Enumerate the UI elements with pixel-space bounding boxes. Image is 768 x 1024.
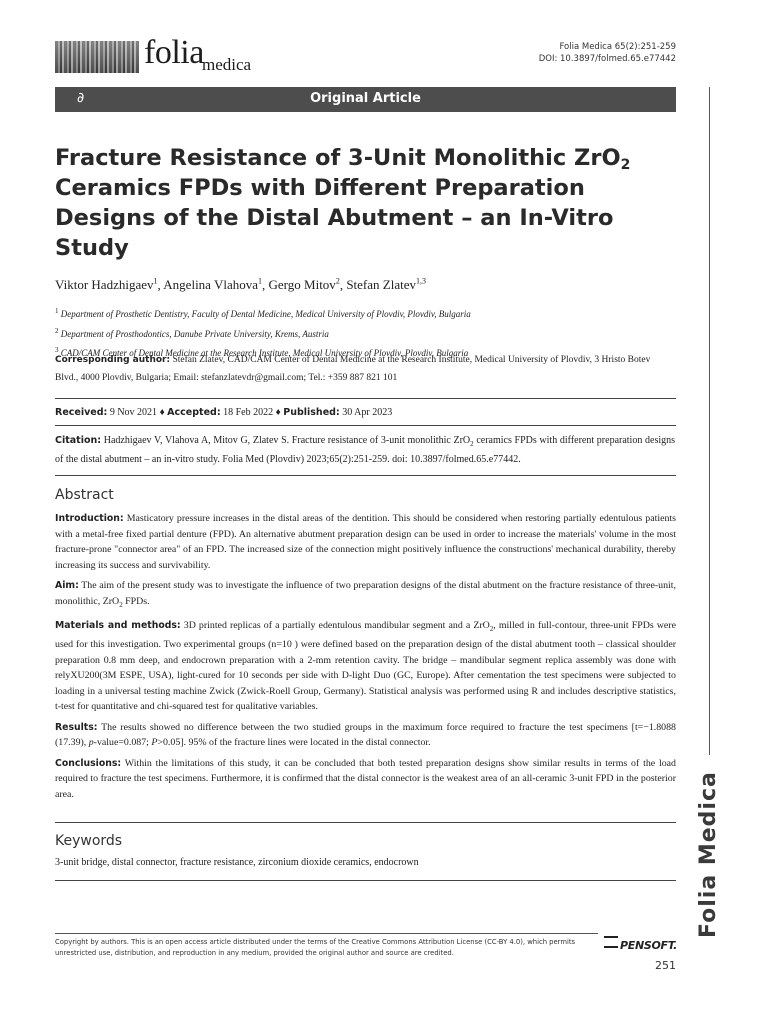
affiliation: $^3$ CAD/CAM Center of Dental Medicine at the Research Institute, Medical University of Plovdiv, Plovdiv, Bulgaria (55, 346, 469, 358)
abstract-methods: Materials and methods: 3D printed replicas of a partially edentulous mandibular segment and a ZrO$_2$, milled in full-contour, three-unit FPDs were used for this investigation. Two experimental groups (n=10 ) were defined based on the preparation design of the distal abutment tooth – classical shoulder preparation 0.8 mm deep, and endocrown preparation with a 2-mm retention cavity. The bridge – mandibular segment replica assembly was done with relyXU200(3M ESPE, USA), light-cured for 10 seconds per side with D-light Duo (GC, Europe). After cementation the test specimens were subjected to loading in a universal testing machine Zwick (Zwick-Roell Group, Germany). Statistical analysis was performed using R and includes descriptive statistics, t-test for quantitative and chi-squared test for qualitative variables. (55, 619, 676, 713)
abstract-aim: Aim: The aim of the present study was to investigate the influence of two preparation designs of the distal abutment on the fracture resistance of three-unit, monolithic, ZrO$_2$ FPDs. (55, 580, 676, 609)
affiliation: $^1$ Department of Prosthetic Dentistry, Faculty of Dental Medicine, Medical University of Plovdiv, Plovdiv, Bulgaria (55, 307, 471, 319)
divider (55, 822, 676, 823)
affiliation: $^2$ Department of Prosthodontics, Danube Private University, Krems, Austria (55, 326, 329, 339)
author[interactable]: Viktor Hadzhigaev$^1$ (55, 277, 158, 293)
publisher-logo-icon (604, 936, 618, 948)
divider (55, 475, 676, 476)
abstract-results: Results: The results showed no difference between the two studied groups in the maximum force required to fracture the test specimens [t=−1.8088 (17.39), p-value=0.087; P>0.05]. 95% of the fracture lines were located in the distal connector. (55, 721, 676, 749)
journal-logo-medica: medica (202, 55, 252, 74)
article-type-banner (55, 87, 676, 112)
corresponding-author: Corresponding author: Stefan Zlatev, CAD/CAM Center of Dental Medicine at the Research Institute, Medical University of Plovdiv, 3 Hristo Botev Blvd., 4000 Plovdiv, Bulgaria; Email: stefanzlatevdr@gmail.com; Tel.: +359 887 821 101 (55, 355, 651, 383)
author[interactable]: Angelina Vlahova$^1$ (163, 277, 263, 293)
side-divider (709, 87, 710, 755)
side-journal-name: Folia Medica (696, 771, 721, 938)
author[interactable]: Stefan Zlatev$^{1,3}$ (346, 277, 426, 293)
journal-logo-folia: folia (144, 34, 204, 71)
divider (55, 398, 676, 399)
divider (55, 880, 676, 881)
author-list: Viktor Hadzhigaev$^1$, Angelina Vlahova$^1$, Gergo Mitov$^2$, Stefan Zlatev$^{1,3}$ (55, 277, 426, 293)
journal-reference: Folia Medica 65(2):251-259 (559, 42, 676, 52)
article-type-label: Original Article (310, 91, 421, 106)
journal-meta (539, 41, 676, 65)
article-dates: Received: 9 Nov 2021 ♦ Accepted: 18 Feb 2022 ♦ Published: 30 Apr 2023 (55, 407, 393, 418)
page-number: 251 (655, 959, 676, 972)
license-text: Copyright by authors. This is an open access article distributed under the terms of the Creative Commons Attribution License (CC-BY 4.0), which permits unrestricted use, distribution, and reproduction in any medium, provided the original author and source are credited. (55, 938, 576, 957)
article-title: Fracture Resistance of 3-Unit Monolithic ZrO$_2$ Ceramics FPDs with Different Preparation Designs of the Distal Abutment – an In-Vitro Study (55, 145, 631, 261)
abstract-body (55, 511, 676, 807)
abstract-conclusions: Conclusions: Within the limitations of this study, it can be concluded that both tested preparation designs show similar results in terms of the load required to fracture the test specimens. Furthermore, it is confirmed that the distal connector is the weakest area of an all-ceramic 3-unit FPD in the posterior area. (55, 757, 676, 800)
open-access-icon: ∂ (77, 90, 85, 106)
divider (55, 425, 676, 426)
keywords-heading: Keywords (55, 833, 123, 849)
keywords-list: 3-unit bridge, distal connector, fracture resistance, zirconium dioxide ceramics, endocrown (55, 857, 419, 868)
journal-logo-image (55, 41, 139, 73)
publisher-logo[interactable]: PENSOFT. (604, 936, 677, 952)
author[interactable]: Gergo Mitov$^2$ (268, 277, 340, 293)
footer-divider (55, 933, 598, 934)
citation: Citation: Hadzhigaev V, Vlahova A, Mitov G, Zlatev S. Fracture resistance of 3-unit monolithic ZrO$_2$ ceramics FPDs with different preparation designs of the distal abutment – an in-vitro study. Folia Med (Plovdiv) 2023;65(2):251-259. doi: 10.3897/folmed.65.e77442. (55, 435, 676, 465)
abstract-heading: Abstract (55, 487, 114, 503)
doi-link[interactable]: DOI: 10.3897/folmed.65.e77442 (538, 54, 676, 64)
abstract-introduction: Introduction: Masticatory pressure increases in the distal areas of the dentition. This should be considered when restoring partially edentulous patients with a metal-free fixed partial denture (FPD). An alternative abutment preparation design can be used in order to increase the materials' volume in the most fracture-prone "connector area" of an FPD. The increased size of the connection might positively influence the constructions' mechanical durability, thereby increasing its success and survivability. (55, 513, 677, 571)
